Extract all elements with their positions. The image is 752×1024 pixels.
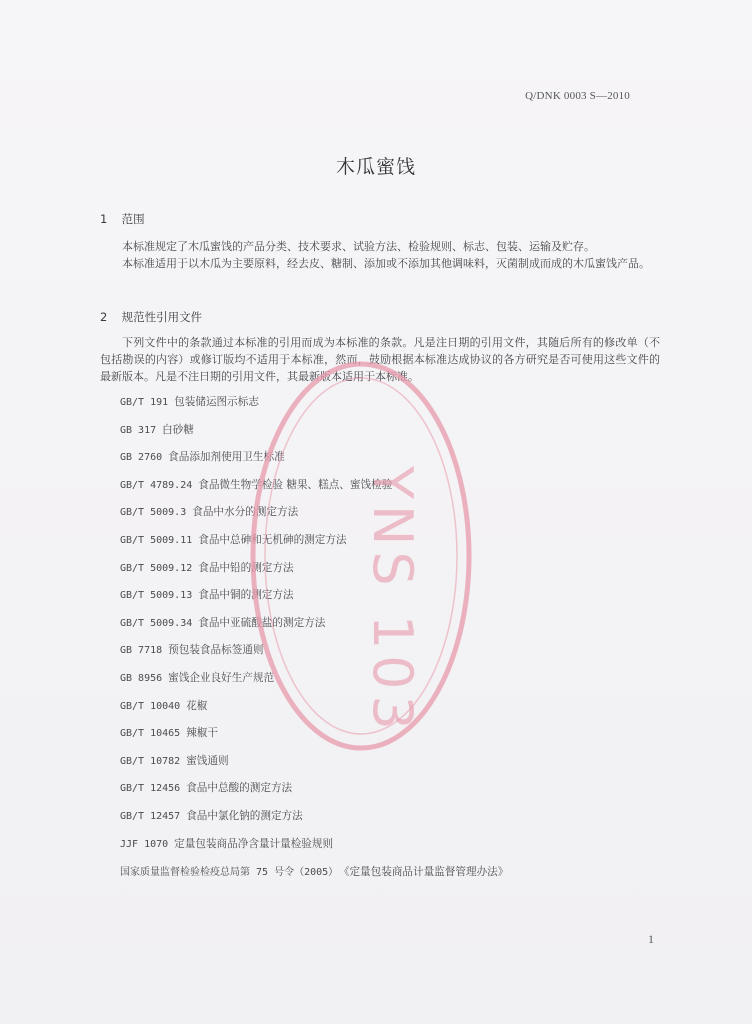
reference-title: 蜜饯企业良好生产规范 (168, 671, 275, 684)
reference-code: GB/T 5009.12 (120, 562, 193, 574)
reference-code: GB/T 10040 (120, 700, 181, 712)
reference-item (120, 725, 640, 753)
reference-item (120, 422, 640, 450)
svg-text:YNS 103: YNS 103 (361, 466, 424, 736)
section-number: 2 (100, 310, 108, 324)
reference-item (120, 863, 640, 891)
section-title: 范围 (121, 212, 145, 226)
reference-code: GB 317 (120, 424, 157, 436)
reference-title: 食品中总酸的测定方法 (186, 782, 293, 795)
reference-title: 食品中铜的测定方法 (198, 589, 294, 602)
section-2-heading (100, 309, 202, 325)
reference-code: GB 2760 (120, 452, 163, 464)
reference-code: GB/T 5009.3 (120, 507, 187, 519)
section-2-body (100, 334, 660, 385)
reference-title: 预包装食品标签通则 (168, 644, 264, 657)
reference-title: 《定量包装商品计量监督管理办法》 (344, 866, 509, 879)
reference-item (120, 449, 640, 477)
section-1-heading (100, 211, 145, 227)
paragraph: 本标准适用于以木瓜为主要原料，经去皮、糖制、添加或不添加其他调味料，灭菌制成而成的木瓜蜜饯产品。 (122, 257, 650, 270)
reference-title: 食品微生物学检验 糖果、糕点、蜜饯检验 (198, 478, 393, 491)
paragraph: 下列文件中的条款通过本标准的引用而成为本标准的条款。凡是注日期的引用文件，其随后所有的修改单（不包括勘误的内容）或修订版均不适用于本标准，然而，鼓励根据本标准达成协议的各方研究是否可使用这些文件的最新版本。凡是不注日期的引用文件，其最新版本适用于本标准。 (100, 336, 660, 383)
reference-item (120, 587, 640, 615)
page-number: 1 (648, 932, 654, 946)
section-number: 1 (100, 212, 108, 226)
reference-title: 食品添加剂使用卫生标准 (168, 451, 285, 464)
reference-list (120, 394, 640, 891)
reference-item (120, 560, 640, 588)
reference-title: 辣椒干 (186, 727, 218, 740)
reference-code: GB/T 12457 (120, 810, 181, 822)
reference-code: GB/T 191 (120, 397, 169, 408)
reference-title: 花椒 (186, 699, 208, 712)
reference-item (120, 642, 640, 670)
reference-item (120, 780, 640, 808)
reference-item (120, 477, 640, 505)
section-1-body (100, 238, 660, 272)
reference-code: GB/T 5009.11 (120, 534, 193, 546)
reference-title: 食品中氯化钠的测定方法 (186, 809, 303, 822)
reference-title: 食品中亚硫酸盐的测定方法 (198, 616, 326, 629)
reference-code: GB 8956 (120, 672, 163, 684)
reference-item (120, 670, 640, 698)
reference-code: GB/T 5009.13 (120, 590, 193, 602)
document-title: 木瓜蜜饯 (335, 156, 416, 178)
reference-title: 白砂糖 (162, 423, 194, 436)
reference-code: GB 7718 (120, 645, 163, 657)
reference-item (120, 615, 640, 643)
reference-item (120, 808, 640, 836)
reference-item (120, 394, 640, 422)
reference-code: GB/T 12456 (120, 783, 181, 795)
reference-item (120, 504, 640, 532)
reference-item (120, 698, 640, 726)
reference-title: 食品中总砷和无机砷的测定方法 (198, 533, 347, 546)
reference-title: 食品中铅的测定方法 (198, 561, 294, 574)
reference-title: 食品中水分的测定方法 (192, 506, 299, 519)
reference-item (120, 836, 640, 864)
reference-title: 包装储运图示标志 (174, 396, 259, 408)
reference-title: 定量包装商品净含量计量检验规则 (174, 837, 334, 850)
reference-title: 蜜饯通则 (186, 754, 229, 767)
reference-item (120, 532, 640, 560)
reference-code: GB/T 5009.34 (120, 617, 193, 629)
reference-code: JJF 1070 (120, 838, 169, 850)
document-number: Q/DNK 0003 S—2010 (525, 90, 630, 102)
reference-code: GB/T 10465 (120, 728, 181, 740)
reference-item (120, 753, 640, 781)
reference-code: 国家质量监督检验检疫总局第 75 号令（2005） (120, 867, 339, 879)
reference-code: GB/T 10782 (120, 755, 181, 767)
section-title: 规范性引用文件 (121, 310, 203, 324)
paragraph: 本标准规定了木瓜蜜饯的产品分类、技术要求、试验方法、检验规则、标志、包装、运输及贮存。 (122, 240, 595, 253)
reference-code: GB/T 4789.24 (120, 479, 193, 491)
